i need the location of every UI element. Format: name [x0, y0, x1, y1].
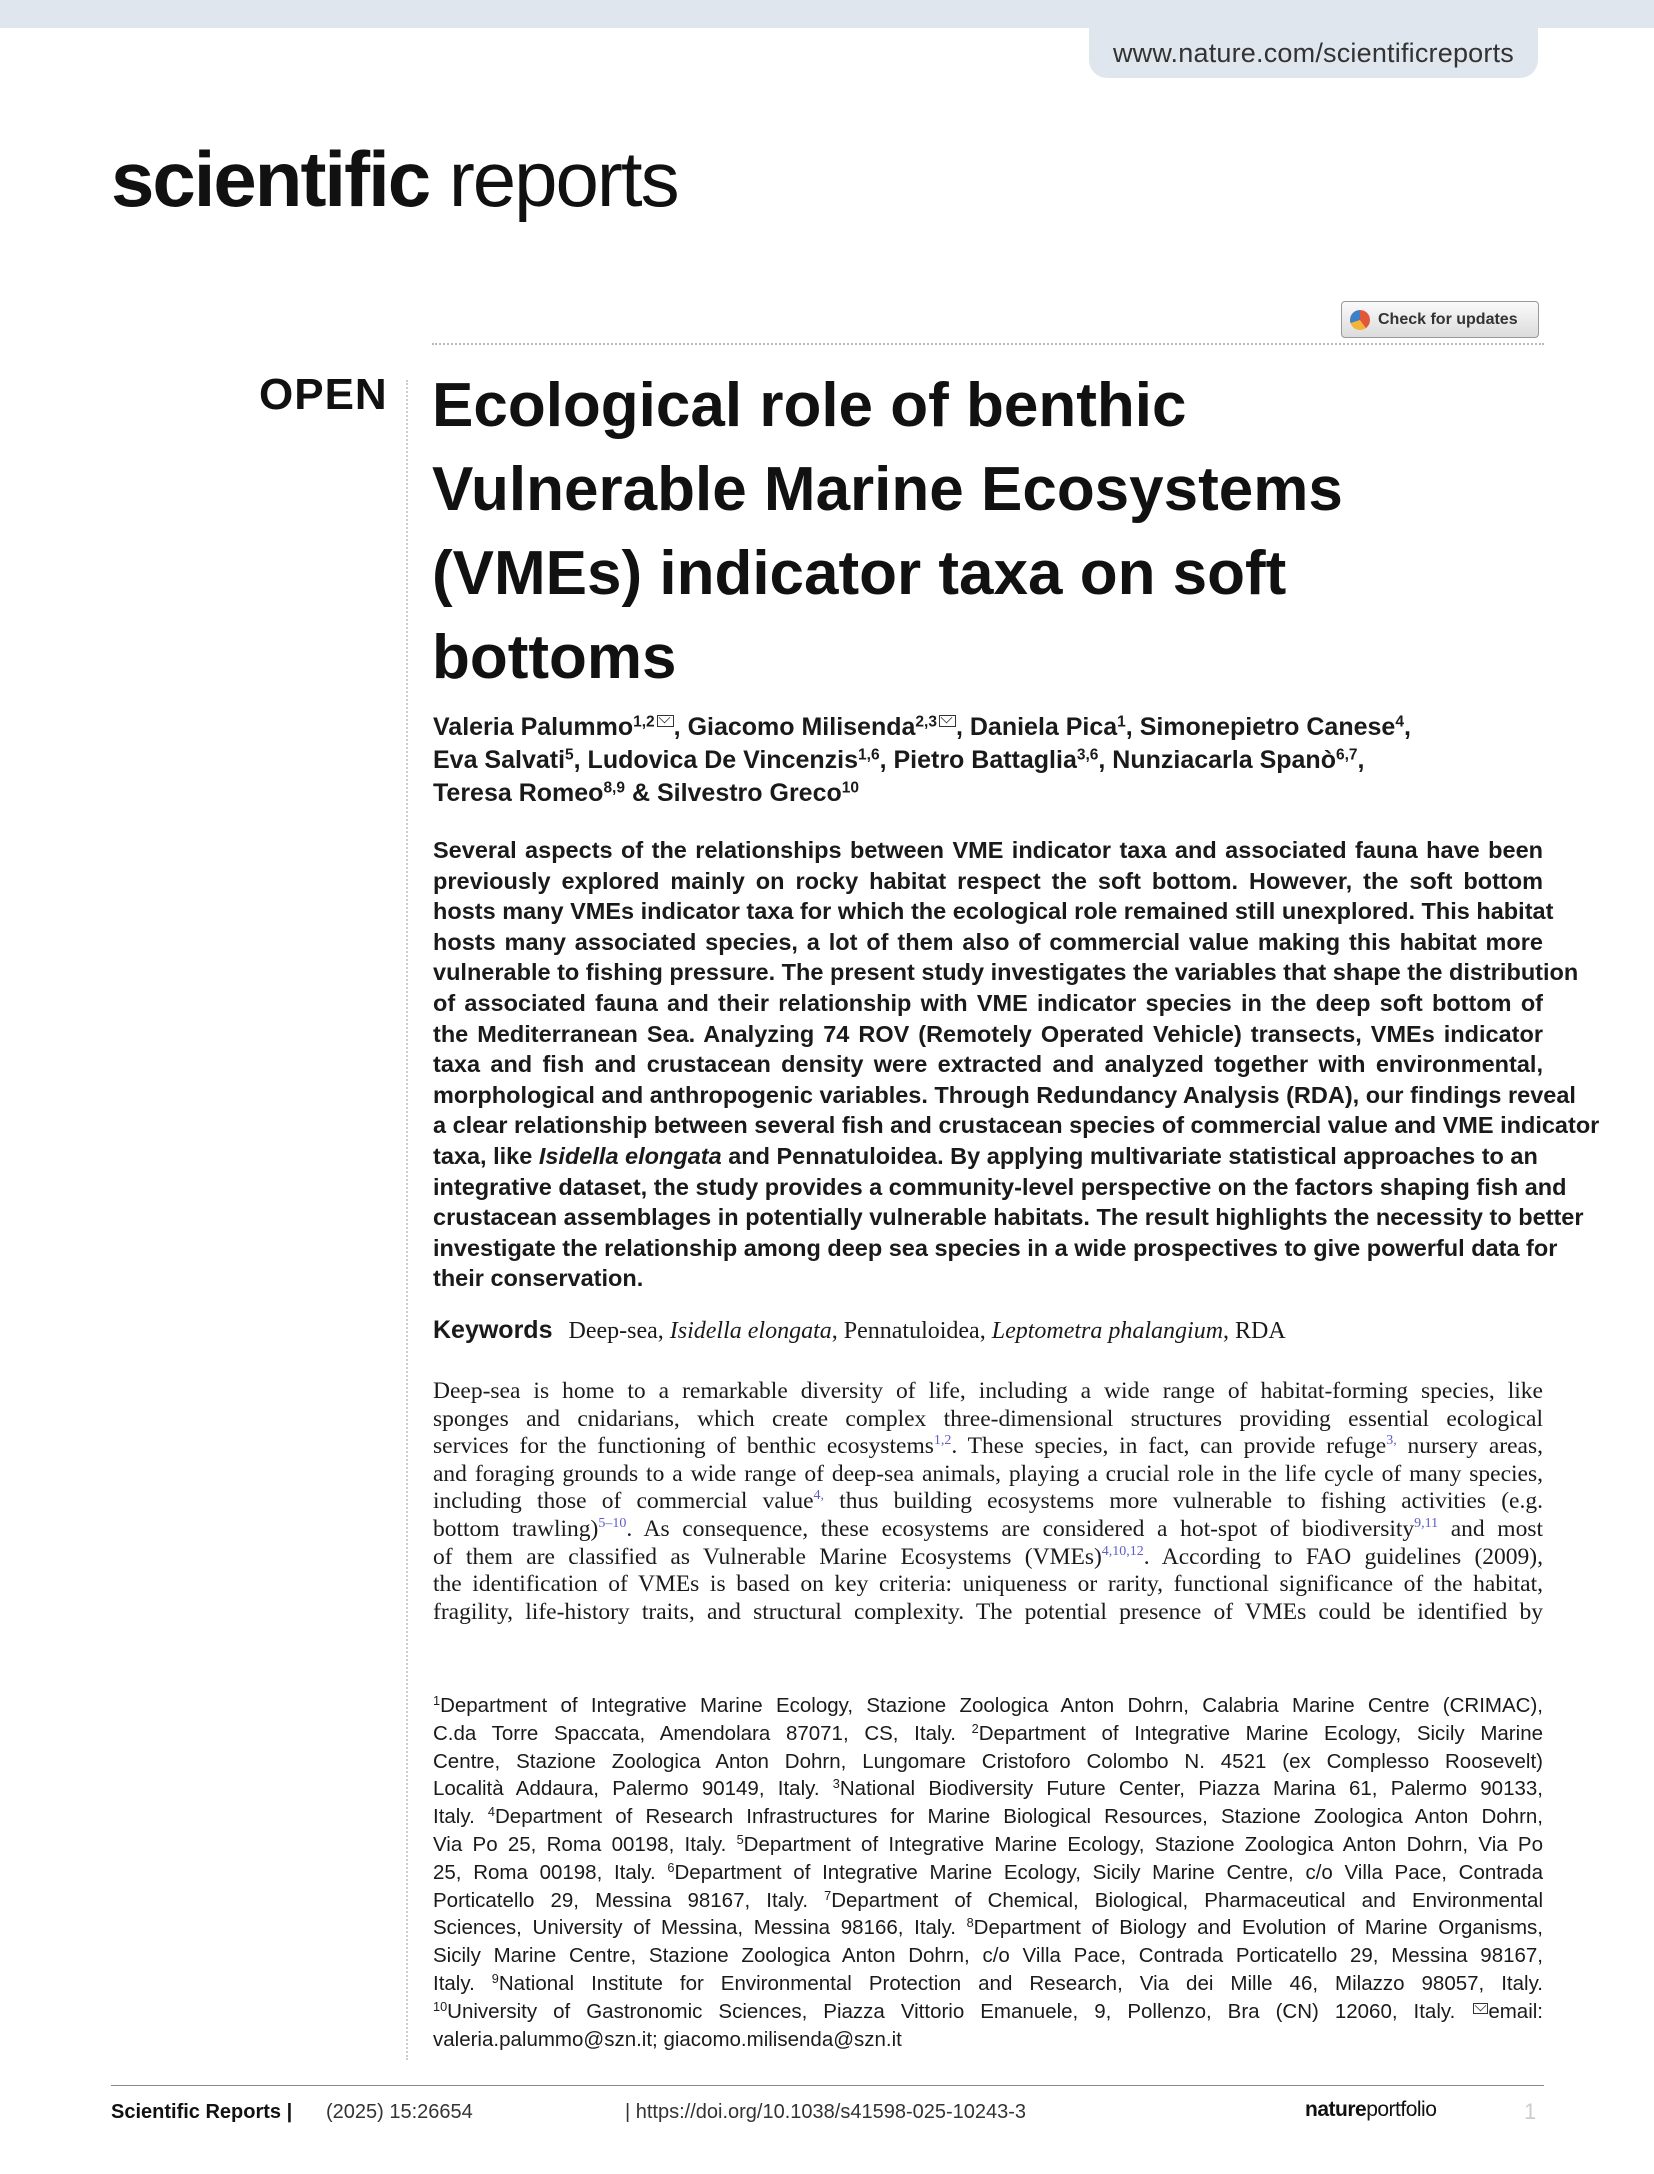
footer-divider	[111, 2085, 1544, 2086]
affil-sup: 1	[433, 1693, 441, 1709]
affiliation-line	[433, 1970, 1543, 1998]
author-name[interactable]: Valeria Palummo	[433, 713, 634, 741]
abstract	[433, 835, 1600, 1294]
affil-text: Department of Integrative Marine Ecology, Stazione Zoologica Anton Dohrn, Via Po	[743, 1832, 1543, 1856]
affil-text: Italy.	[433, 1805, 488, 1829]
body-line: the identification of VMEs is based on key criteria: uniqueness or rarity, functional significance of the habitat,	[433, 1571, 1543, 1598]
affil-sup: 6	[667, 1859, 675, 1875]
body-text-run: services for the functioning of benthic ecosystems	[433, 1433, 934, 1460]
body-text-run: including those of commercial value	[433, 1488, 814, 1515]
author-affil-sup: 10	[841, 779, 859, 797]
citation-link[interactable]: 4,	[813, 1488, 825, 1504]
affil-text: Porticatello 29, Messina 98167, Italy.	[433, 1888, 825, 1912]
affil-sup: 5	[736, 1832, 744, 1847]
author-line-1: Valeria Palummo$^{1,2}$ , Giacomo Milisenda$^{2,3}$ , Daniela Pica$^1$, Simonepietro Canese$^4$,	[433, 713, 1411, 741]
keyword: , Pennatuloidea,	[831, 1318, 992, 1344]
journal-logo-bold: scientific	[111, 135, 430, 223]
affil-text: Department of Integrative Marine Ecology, Stazione Zoologica Anton Dohrn, Calabria Marine Centre (CRIMAC),	[440, 1694, 1543, 1717]
citation-link[interactable]: 3,	[1386, 1433, 1397, 1449]
abstract-line: hosts many associated species, a lot of them also of commercial value making this habitat more	[433, 928, 1543, 955]
author-affil-sup: 5	[565, 746, 574, 764]
abstract-line: of associated fauna and their relationship with VME indicator species in the deep soft bottom of	[433, 989, 1543, 1016]
keyword: Deep-sea,	[568, 1318, 670, 1344]
affiliation-line	[433, 1831, 1543, 1859]
affiliation-line	[433, 1720, 1543, 1748]
affil-text: National Institute for Environmental Protection and Research, Via dei Mille 46, Milazzo 98057, Italy.	[498, 1971, 1544, 1995]
affil-text: C.da Torre Spaccata, Amendolara 87071, CS, Italy.	[433, 1721, 972, 1745]
affil-sup: 10	[433, 1998, 448, 2014]
abstract-line: integrative dataset, the study provides a community-level perspective on the factors shaping fish and	[433, 1173, 1567, 1200]
email-addresses[interactable]: valeria.palummo@szn.it; giacomo.milisenda@szn.it	[433, 2027, 902, 2051]
author-affil-sup: 1,6	[858, 746, 880, 764]
check-updates-label: Check for updates	[1378, 310, 1518, 328]
body-line: and foraging grounds to a wide range of deep-sea animals, playing a crucial role in the life cycle of many species,	[433, 1460, 1543, 1487]
publisher-logo-light: portfolio	[1366, 2098, 1437, 2121]
affil-sup: 2	[971, 1720, 979, 1736]
body-text-run: thus building ecosystems more vulnerable to fishing activities (e.g.	[824, 1488, 1543, 1515]
affil-sup: 3	[832, 1776, 840, 1792]
abstract-line: Several aspects of the relationships between VME indicator taxa and associated fauna have been	[433, 837, 1543, 863]
footer-doi-link[interactable]: | https://doi.org/10.1038/s41598-025-10243-3	[625, 2101, 1027, 2123]
body-text-run: bottom trawling)	[433, 1515, 599, 1542]
affil-sup: 4	[487, 1804, 495, 1820]
author-affil-sup: 6,7	[1335, 746, 1358, 764]
affil-sup: 9	[491, 1970, 499, 1986]
author-name[interactable]: , Ludovica De Vincenzis	[573, 746, 859, 774]
author-affil-sup: 3,6	[1076, 746, 1099, 764]
author-line-3	[433, 777, 1543, 810]
abstract-species-name: Isidella elongata	[538, 1142, 722, 1169]
body-line: sponges and cnidarians, which create complex three-dimensional structures providing essential ecological	[433, 1405, 1543, 1432]
author-name[interactable]: & Silvestro Greco	[625, 779, 842, 807]
author-affil-sup: 4	[1395, 713, 1404, 731]
affil-text: Italy.	[433, 1971, 492, 1995]
abstract-line: the Mediterranean Sea. Analyzing 74 ROV (Remotely Operated Vehicle) transects, VMEs indicator	[433, 1020, 1543, 1047]
email-icon[interactable]	[657, 715, 674, 727]
affil-text: University of Gastronomic Sciences, Piazza Vittorio Emanuele, 9, Pollenzo, Bra (CN) 12060, Italy.	[447, 1999, 1472, 2023]
footer-journal: Scientific Reports |	[111, 2101, 293, 2123]
abstract-line: morphological and anthropogenic variables. Through Redundancy Analysis (RDA), our findings reveal	[433, 1081, 1576, 1108]
journal-url[interactable]: www.nature.com/scientificreports	[1089, 28, 1538, 78]
email-icon[interactable]	[939, 715, 956, 727]
abstract-line: previously explored mainly on rocky habitat respect the soft bottom. However, the soft bottom	[433, 867, 1543, 894]
affil-text: National Biodiversity Future Center, Piazza Marina 61, Palermo 90133,	[839, 1777, 1543, 1801]
author-name[interactable]: Teresa Romeo	[433, 779, 604, 807]
affiliations	[433, 1692, 1543, 2053]
affil-sup: 7	[824, 1887, 832, 1903]
email-icon	[1473, 2003, 1488, 2014]
citation-link[interactable]: 4,10,12	[1101, 1543, 1144, 1559]
body-line: Deep-sea is home to a remarkable diversity of life, including a wide range of habitat-forming species, like	[433, 1378, 1543, 1404]
email-label: email:	[1488, 1999, 1543, 2023]
author-name[interactable]: , Giacomo Milisenda	[673, 713, 916, 741]
abstract-line: a clear relationship between several fish and crustacean species of commercial value and VME indicator	[433, 1112, 1600, 1139]
author-affil-sup: 2,3	[915, 713, 937, 731]
body-text-run: . As consequence, these ecosystems are considered a hot-spot of biodiversity	[626, 1515, 1415, 1542]
body-line	[433, 1544, 1543, 1572]
affiliation-line	[433, 1692, 1543, 1720]
body-text-run: . These species, in fact, can provide refuge	[951, 1433, 1387, 1460]
author-name[interactable]: , Pietro Battaglia	[879, 746, 1077, 774]
author-affil-sup: 1,2	[633, 713, 655, 731]
affil-text: Department of Biology and Evolution of Marine Organisms,	[973, 1916, 1543, 1940]
body-text-run: and most	[1438, 1515, 1543, 1542]
keywords-values	[568, 1318, 1285, 1344]
affil-text: Department of Chemical, Biological, Pharmaceutical and Environmental	[831, 1888, 1543, 1912]
body-line	[433, 1433, 1543, 1461]
affil-text: 25, Roma 00198, Italy.	[433, 1860, 668, 1884]
author-line-2: Eva Salvati$^5$, Ludovica De Vincenzis$^{1,6}$, Pietro Battaglia$^{3,6}$, Nunziacarla Spanò$^{6,7}$,	[433, 746, 1365, 774]
author-affil-sup: 8,9	[603, 779, 625, 797]
author-affil-sup: 1	[1117, 713, 1126, 731]
article-title: Ecological role of benthic Vulnerable Marine Ecosystems (VMEs) indicator taxa on soft bottoms	[432, 371, 1343, 692]
open-access-label: OPEN	[259, 370, 388, 419]
affiliation-line: Sicily Marine Centre, Stazione Zoologica Anton Dohrn, c/o Villa Pace, Contrada Porticatello 29, Messina 98167,	[433, 1944, 1543, 1968]
abstract-line: hosts many VMEs indicator taxa for which the ecological role remained still unexplored. This habitat	[433, 898, 1554, 925]
affiliation-line	[433, 1914, 1543, 1942]
body-text-run: nursery areas,	[1396, 1433, 1543, 1460]
affil-text: Via Po 25, Roma 00198, Italy.	[433, 1832, 737, 1856]
author-name[interactable]: , Daniela Pica	[955, 713, 1118, 741]
affiliation-line	[433, 1775, 1543, 1803]
top-band	[0, 0, 1654, 28]
author-name[interactable]: , Nunziacarla Spanò	[1098, 746, 1336, 774]
keyword: Isidella elongata	[669, 1318, 832, 1344]
affil-text: Department of Research Infrastructures for Marine Biological Resources, Stazione Zoologica Anton Dohrn,	[494, 1805, 1543, 1829]
affiliation-line: Centre, Stazione Zoologica Anton Dohrn, Lungomare Cristoforo Colombo N. 4521 (ex Complesso Roosevelt)	[433, 1749, 1543, 1773]
journal-logo-light: reports	[448, 135, 678, 223]
affiliation-line	[433, 1859, 1543, 1887]
citation-link[interactable]: 1,2	[933, 1433, 952, 1449]
affiliation-line	[433, 1998, 1543, 2026]
keyword: Leptometra phalangium	[991, 1318, 1224, 1344]
body-text	[433, 1378, 1543, 1626]
crossmark-icon	[1350, 310, 1370, 330]
abstract-text: and Pennatuloidea. By applying multivariate statistical approaches to an	[721, 1142, 1538, 1169]
abstract-line: vulnerable to fishing pressure. The present study investigates the variables that shape the distribution	[433, 959, 1579, 986]
publisher-logo-bold: nature	[1305, 2098, 1367, 2121]
affil-text: Department of Integrative Marine Ecology, Sicily Marine Centre, c/o Villa Pace, Contrada	[674, 1860, 1543, 1884]
check-updates-button[interactable]	[1341, 301, 1539, 338]
affil-text: Sciences, University of Messina, Messina 98166, Italy.	[433, 1916, 967, 1940]
affil-text: Department of Integrative Marine Ecology, Sicily Marine	[978, 1721, 1543, 1745]
abstract-line: crustacean assemblages in potentially vulnerable habitats. The result highlights the necessity to better	[433, 1204, 1584, 1231]
abstract-line	[433, 1141, 1543, 1172]
author-list	[433, 711, 1543, 810]
affiliation-line	[433, 1803, 1543, 1831]
abstract-line: their conservation.	[433, 1265, 644, 1292]
affil-sup: 8	[966, 1915, 974, 1931]
affiliation-line	[433, 1887, 1543, 1915]
citation-link[interactable]: 5–10	[598, 1515, 627, 1531]
author-name[interactable]: , Simonepietro Canese	[1125, 713, 1396, 741]
abstract-text: taxa, like	[433, 1142, 539, 1169]
keyword: , RDA	[1223, 1318, 1286, 1344]
body-line	[433, 1488, 1543, 1516]
header-divider	[432, 343, 1544, 345]
margin-divider	[406, 380, 408, 2060]
abstract-line: investigate the relationship among deep sea species in a wide prospectives to give powerful data for	[433, 1234, 1558, 1261]
citation-link[interactable]: 9,11	[1414, 1515, 1439, 1531]
keywords	[433, 1316, 1543, 1345]
body-text-run: . According to FAO guidelines (2009),	[1143, 1543, 1543, 1570]
page-number: 1	[1524, 2099, 1537, 2124]
abstract-line: taxa and fish and crustacean density were extracted and analyzed together with environmental,	[433, 1051, 1543, 1078]
journal-logo	[111, 135, 678, 223]
footer-volume: (2025) 15:26654	[326, 2101, 473, 2123]
body-line	[433, 1516, 1543, 1544]
body-text-run: of them are classified as Vulnerable Marine Ecosystems (VMEs)	[433, 1543, 1102, 1570]
author-name[interactable]: Eva Salvati	[433, 746, 566, 774]
keywords-label: Keywords	[433, 1316, 553, 1344]
body-line: fragility, life-history traits, and structural complexity. The potential presence of VMEs could be identified by	[433, 1598, 1543, 1625]
affil-text: Località Addaura, Palermo 90149, Italy.	[433, 1777, 833, 1801]
publisher-logo	[1305, 2098, 1436, 2122]
